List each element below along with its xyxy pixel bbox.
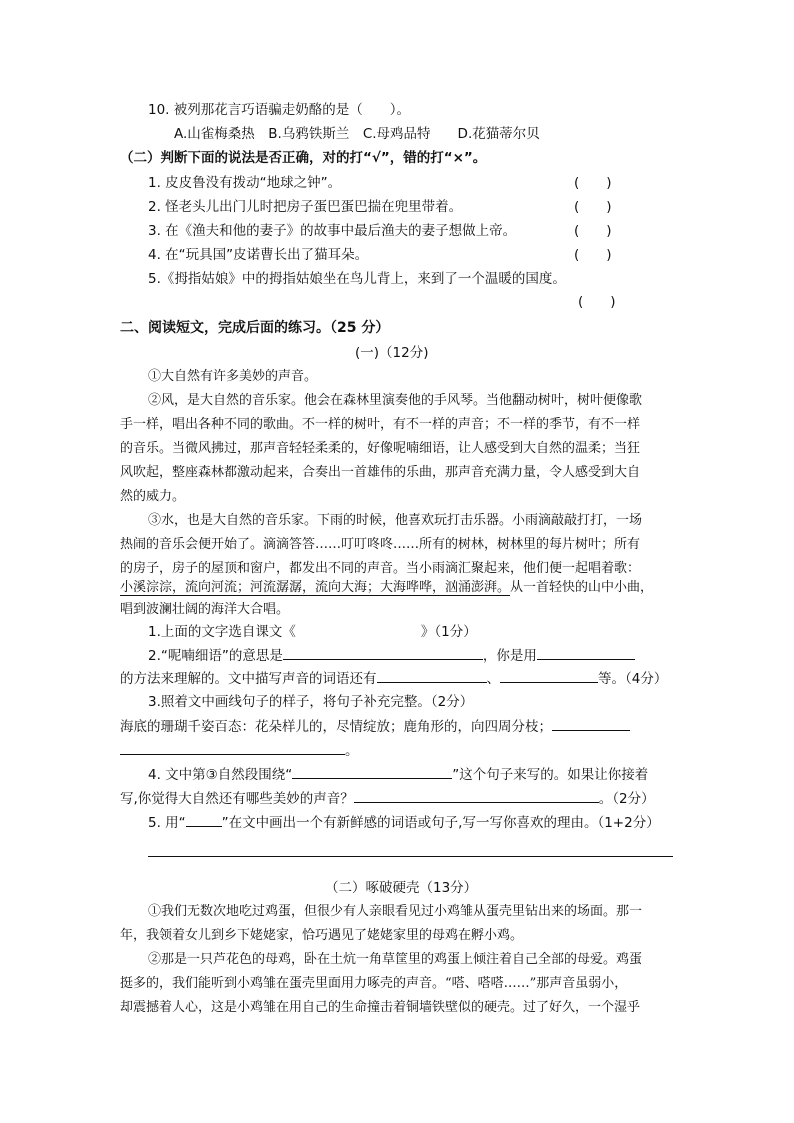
judge-item-1: 1. 皮皮鲁没有拨动“地球之钟”。 (148, 175, 342, 191)
section-2-title: 二、阅读短文，完成后面的练习。（25 分） (120, 320, 390, 336)
judge-answer-paren-4[interactable]: ( ) (574, 247, 612, 263)
q2-method-blank[interactable] (537, 645, 635, 660)
judge-answer-paren-1[interactable]: ( ) (574, 175, 612, 191)
q10-options: A.山雀梅桑热 B.乌鸦铁斯兰 C.母鸡品特 D.花猫蒂尔贝 (174, 126, 540, 142)
q2-text-4: 等。（4分） (598, 671, 668, 687)
passage-2-line-5: 却震撼着人心，这是小鸡雏在用自己的生命撞击着铜墙铁壁似的硬壳。过了好久，一个湿乎 (120, 1000, 641, 1015)
q4-text-4: 。（2分） (598, 791, 655, 807)
passage-1-para-3-tail: 从一首轻快的山中小曲， (510, 580, 654, 595)
q4-text-3: 写,你觉得大自然还有哪些美妙的声音？ (120, 791, 354, 807)
judge-item-2: 2. 怪老头儿出门儿时把房子蛋巴蛋巴揣在兜里带着。 (148, 199, 463, 215)
q2-text: 2.“呢喃细语”的意思是 (148, 648, 283, 664)
q1-text-end: 》（1分） (420, 624, 477, 640)
passage-1-para-2-line-4: 风吹起，整座森林都激动起来，合奏出一首雄伟的乐曲，那声音充满力量，令人感受到大自 (120, 465, 641, 480)
q2-text-3: 的方法来理解的。文中描写声音的词语还有 (120, 671, 377, 687)
q3-text: 3.照着文中画线句子的样子，将句子补充完整。（2分） (148, 694, 474, 710)
q4-sentence-blank[interactable] (292, 764, 452, 779)
judge-section-title: （二）判断下面的说法是否正确，对的打“√”，错的打“×”。 (120, 150, 487, 166)
judge-item-4: 4. 在“玩具国”皮诺曹长出了猫耳朵。 (148, 247, 369, 263)
judge-item-5: 5.《拇指姑娘》中的拇指姑娘坐在鸟儿背上，来到了一个温暖的国度。 (148, 271, 566, 287)
q2-separator: 、 (486, 671, 500, 687)
q3-answer-blank-2[interactable] (120, 740, 345, 755)
q1-title-blank[interactable] (296, 622, 421, 636)
q1-text: 1.上面的文字选自课文《 (148, 624, 296, 640)
q3-end: 。 (345, 743, 359, 759)
passage-1-para-3-line-3: 的房子，房子的屋顶和窗户，都发出不同的声音。当小雨滴汇聚起来，他们便一起唱着歌： (120, 561, 641, 576)
underlined-example-sentence: 小溪淙淙，流向河流；河流潺潺，流向大海；大海哗哗，汹涌澎湃。 (120, 580, 511, 595)
passage-1-para-2-line-5: 然的威力。 (120, 489, 186, 504)
q5-symbol-blank[interactable] (186, 812, 222, 827)
q3-answer-blank-1[interactable] (552, 716, 630, 731)
judge-answer-paren-3[interactable]: ( ) (574, 223, 612, 239)
passage-1-para-2-line-1: ②风，是大自然的音乐家。他会在森林里演奏他的手风琴。当他翻动树叶，树叶便像歌 (148, 393, 643, 408)
judge-answer-paren-2[interactable]: ( ) (574, 199, 612, 215)
passage-2-title: （二）啄破硬壳（13分） (325, 880, 478, 896)
passage-2-line-3: ②那是一只芦花色的母鸡，卧在土炕一角草筐里的鸡蛋上倾注着自己全部的母爱。鸡蛋 (148, 952, 643, 967)
q10-stem: 10. 被列那花言巧语骗走奶酪的是（ ）。 (148, 102, 411, 118)
q4-text: 4. 文中第③自然段围绕“ (148, 767, 293, 783)
passage-1-title: (一)（12分) (355, 345, 429, 361)
q2-meaning-blank[interactable] (283, 645, 483, 660)
q5-text-2: ”在文中画出一个有新鲜感的词语或句子,写一写你喜欢的理由。（1+2分） (221, 815, 660, 831)
passage-1-para-3-line-5: 唱到波澜壮阔的海洋大合唱。 (120, 602, 290, 617)
q2-word-blank-1[interactable] (377, 668, 487, 683)
passage-2-line-2: 年，我领着女儿到乡下姥姥家，恰巧遇见了姥姥家里的母鸡在孵小鸡。 (120, 928, 524, 943)
q5-text: 5. 用“ (148, 815, 186, 831)
judge-item-3: 3. 在《渔夫和他的妻子》的故事中最后渔夫的妻子想做上帝。 (148, 223, 517, 239)
q5-answer-line[interactable] (148, 856, 673, 857)
q4-text-2: ”这个句子来写的。如果让你接着 (452, 767, 649, 783)
q2-word-blank-2[interactable] (500, 668, 598, 683)
passage-1-para-3-line-2: 热闹的音乐会便开始了。滴滴答答……叮叮咚咚……所有的树林，树林里的每片树叶；所有 (120, 537, 641, 552)
q3-example: 海底的珊瑚千姿百态：花朵样儿的，尽情绽放；鹿角形的，向四周分枝； (120, 719, 552, 735)
passage-2-line-1: ①我们无数次地吃过鸡蛋，但很少有人亲眼看见过小鸡雏从蛋壳里钻出来的场面。那一 (148, 904, 643, 919)
q2-text-2: ，你是用 (482, 648, 537, 664)
judge-answer-paren-5[interactable]: ( ) (578, 294, 616, 310)
passage-1-para-2-line-2: 手一样，唱出各种不同的歌曲。不一样的树叶，有不一样的声音；不一样的季节，有不一样 (120, 417, 641, 432)
passage-2-line-4: 挺多的，我们能听到小鸡雏在蛋壳里面用力啄壳的声音。“嗒、嗒嗒……”那声音虽弱小， (120, 976, 628, 991)
passage-1-para-1: ①大自然有许多美妙的声音。 (148, 369, 318, 384)
q4-answer-blank[interactable] (354, 788, 599, 803)
passage-1-para-2-line-3: 的音乐。当微风拂过，那声音轻轻柔柔的，好像呢喃细语，让人感受到大自然的温柔；当狂 (120, 441, 641, 456)
passage-1-para-3-line-1: ③水，也是大自然的音乐家。下雨的时候，他喜欢玩打击乐器。小雨滴敲敲打打，一场 (148, 513, 643, 528)
